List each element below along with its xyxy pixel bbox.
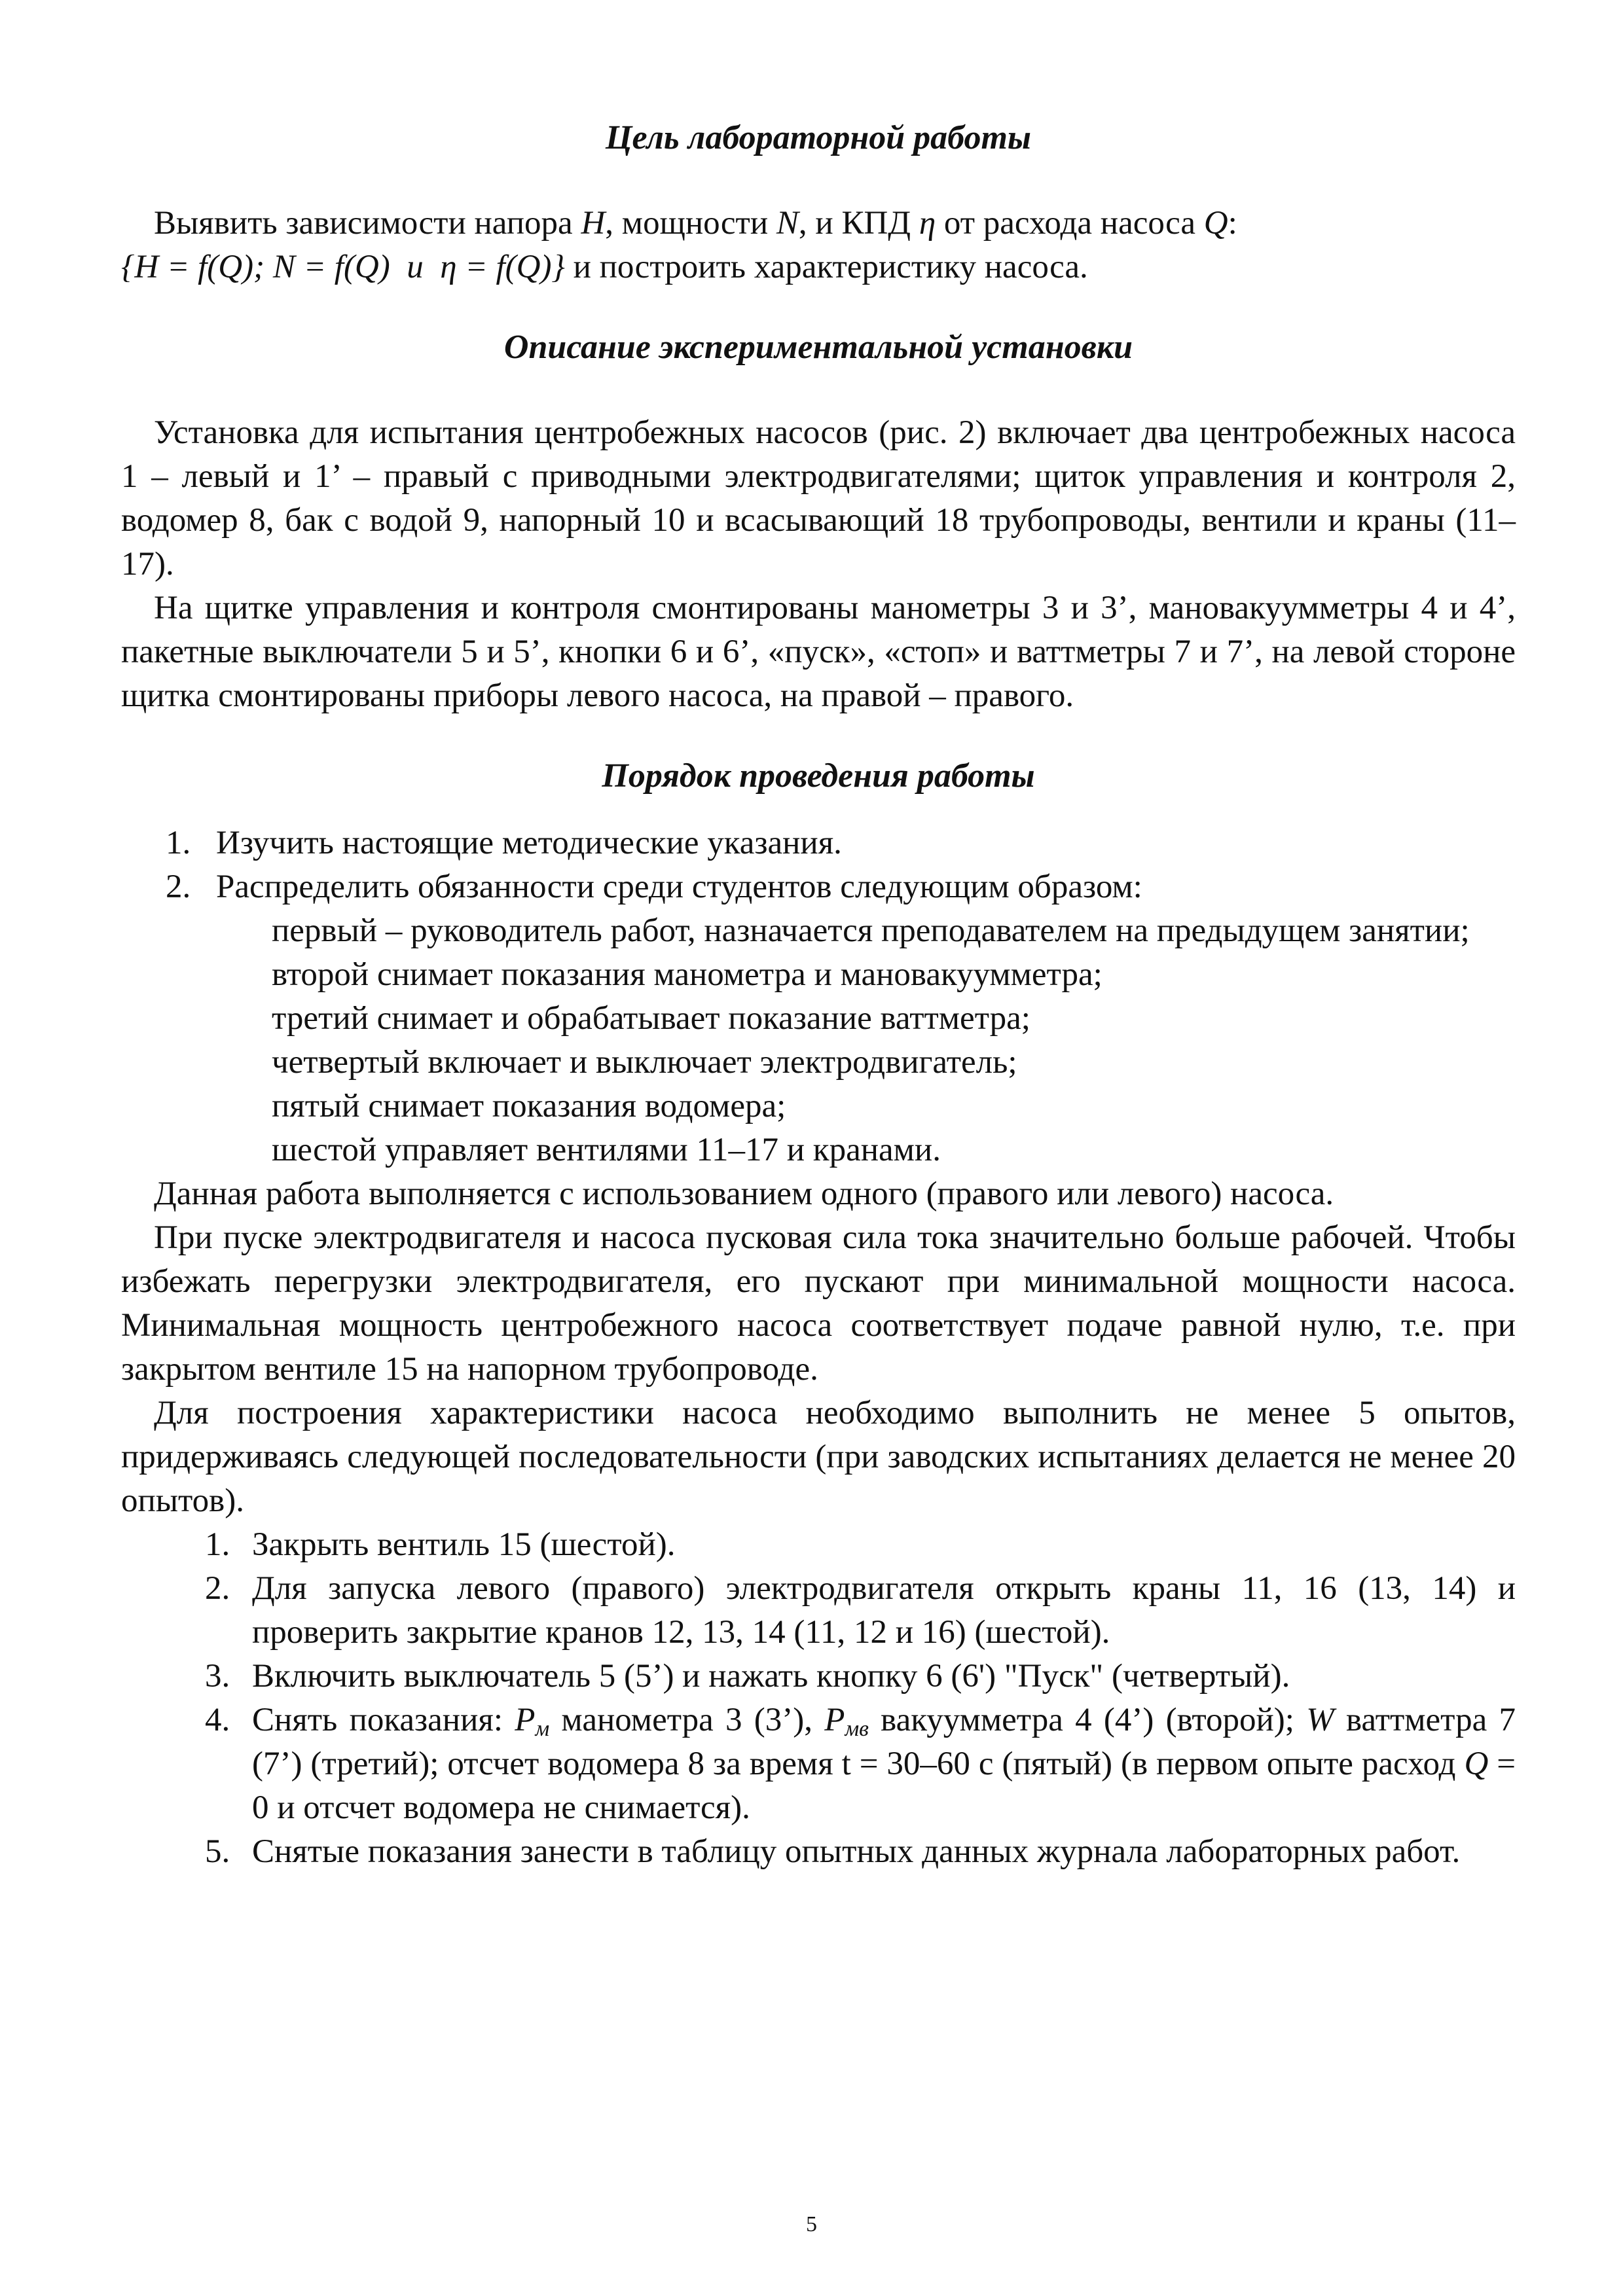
subscript-mv: мв <box>845 1717 869 1741</box>
list-text: Распределить обязанности среди студентов следующим образом: <box>216 869 1142 905</box>
list-number: 1. <box>166 825 191 861</box>
duty-item: шестой управляет вентилями 11–17 и кранами. <box>272 1132 941 1168</box>
list-item <box>121 1523 1516 1567</box>
var-N: N <box>776 205 799 242</box>
list-number: 1. <box>205 1526 230 1563</box>
text: манометра 3 (3’), <box>549 1702 825 1738</box>
start-paragraph: При пуске электродвигателя и насоса пусковая сила тока значительно больше рабочей. Чтобы избежать перегрузки электродвигателя, его пускают при минимальной мощности насоса. Минимальная мощность центробежного насоса соответствует подаче равной нулю, т.е. при закрытом вентиле 15 на напорном трубопроводе. <box>121 1219 1516 1388</box>
build-paragraph: Для построения характеристики насоса необходимо выполнить не менее 5 опытов, придерживаясь следующей последовательности (при заводских испытаниях делается не менее 20 опытов). <box>121 1395 1516 1519</box>
heading-goal: Цель лабораторной работы <box>606 119 1031 156</box>
text: от расхода насоса <box>936 205 1204 242</box>
goal-paragraph <box>121 202 1516 289</box>
text: ваттметра 7 (7’) (третий); отсчет водомера 8 за время t = 30–60 с (пятый) (в первом опыте расход <box>252 1702 1516 1782</box>
list-text: Для запуска левого (правого) электродвигателя открыть краны 11, 16 (13, 14) и проверить закрытие кранов 12, 13, 14 (11, 12 и 16) (шестой). <box>252 1570 1516 1651</box>
list-item <box>121 821 1516 865</box>
list-item <box>121 865 1516 909</box>
subscript-m: м <box>535 1717 550 1741</box>
document-page <box>121 117 1516 1874</box>
var-Q: Q <box>1203 205 1228 242</box>
var-Q: Q <box>1464 1746 1489 1782</box>
duty-item: первый – руководитель работ, назначается преподавателем на предыдущем занятии; <box>272 912 1470 949</box>
list-number: 4. <box>205 1702 230 1738</box>
var-W: W <box>1306 1702 1334 1738</box>
var-P: P <box>824 1702 845 1738</box>
text: Снять показания: <box>252 1702 515 1738</box>
text: Выявить зависимости напора <box>154 205 581 242</box>
setup-paragraph-2: На щитке управления и контроля смонтированы манометры 3 и 3’, мановакуумметры 4 и 4’, пакетные выключатели 5 и 5’, кнопки 6 и 6’, «пуск», «стоп» и ваттметры 7 и 7’, на левой стороне щитка смонтированы приборы левого насоса, на правой – правого. <box>121 590 1516 714</box>
duty-item: третий снимает и обрабатывает показание ваттметра; <box>272 1000 1030 1037</box>
text: и построить характеристику насоса. <box>564 249 1088 285</box>
list-item <box>121 1567 1516 1655</box>
duty-item: второй снимает показания манометра и мановакуумметра; <box>272 956 1103 993</box>
var-eta: η <box>919 205 936 242</box>
text: , и КПД <box>798 205 919 242</box>
list-text: Включить выключатель 5 (5’) и нажать кнопку 6 (6') "Пуск" (четвертый). <box>252 1658 1290 1695</box>
list-number: 2. <box>205 1570 230 1607</box>
list-number: 2. <box>166 869 191 905</box>
heading-procedure: Порядок проведения работы <box>602 757 1035 795</box>
list-number: 5. <box>205 1833 230 1870</box>
list-number: 3. <box>205 1658 230 1695</box>
list-item <box>121 1830 1516 1874</box>
list-text: Снятые показания занести в таблицу опытных данных журнала лабораторных работ. <box>252 1833 1461 1870</box>
list-item <box>121 1698 1516 1830</box>
heading-setup: Описание экспериментальной установки <box>503 329 1133 366</box>
page-number: 5 <box>806 2212 817 2236</box>
text: = 0 и отсчет водомера не снимается). <box>252 1746 1516 1826</box>
text: , мощности <box>605 205 776 242</box>
procedure-list <box>121 821 1516 909</box>
steps-list <box>121 1523 1516 1874</box>
var-P: P <box>515 1702 536 1738</box>
var-H: H <box>581 205 606 242</box>
one-pump-paragraph: Данная работа выполняется с использованием одного (правого или левого) насоса. <box>154 1175 1334 1212</box>
duty-item: пятый снимает показания водомера; <box>272 1088 786 1124</box>
text: вакуумметра 4 (4’) (второй); <box>868 1702 1307 1738</box>
duties-list <box>121 909 1516 1172</box>
list-item <box>121 1655 1516 1698</box>
list-text: Закрыть вентиль 15 (шестой). <box>252 1526 676 1563</box>
list-text: Изучить настоящие методические указания. <box>216 825 842 861</box>
duty-item: четвертый включает и выключает электродвигатель; <box>272 1044 1017 1081</box>
text: : <box>1228 205 1237 242</box>
setup-paragraph-1: Установка для испытания центробежных насосов (рис. 2) включает два центробежных насоса 1 – левый и 1’ – правый с приводными электродвигателями; щиток управления и контроля 2, водомер 8, бак с водой 9, напорный 10 и всасывающий 18 трубопроводы, вентили и краны (11–17). <box>121 414 1516 583</box>
goal-formula: {H = f(Q); N = f(Q) и η = f(Q)} <box>121 249 565 285</box>
